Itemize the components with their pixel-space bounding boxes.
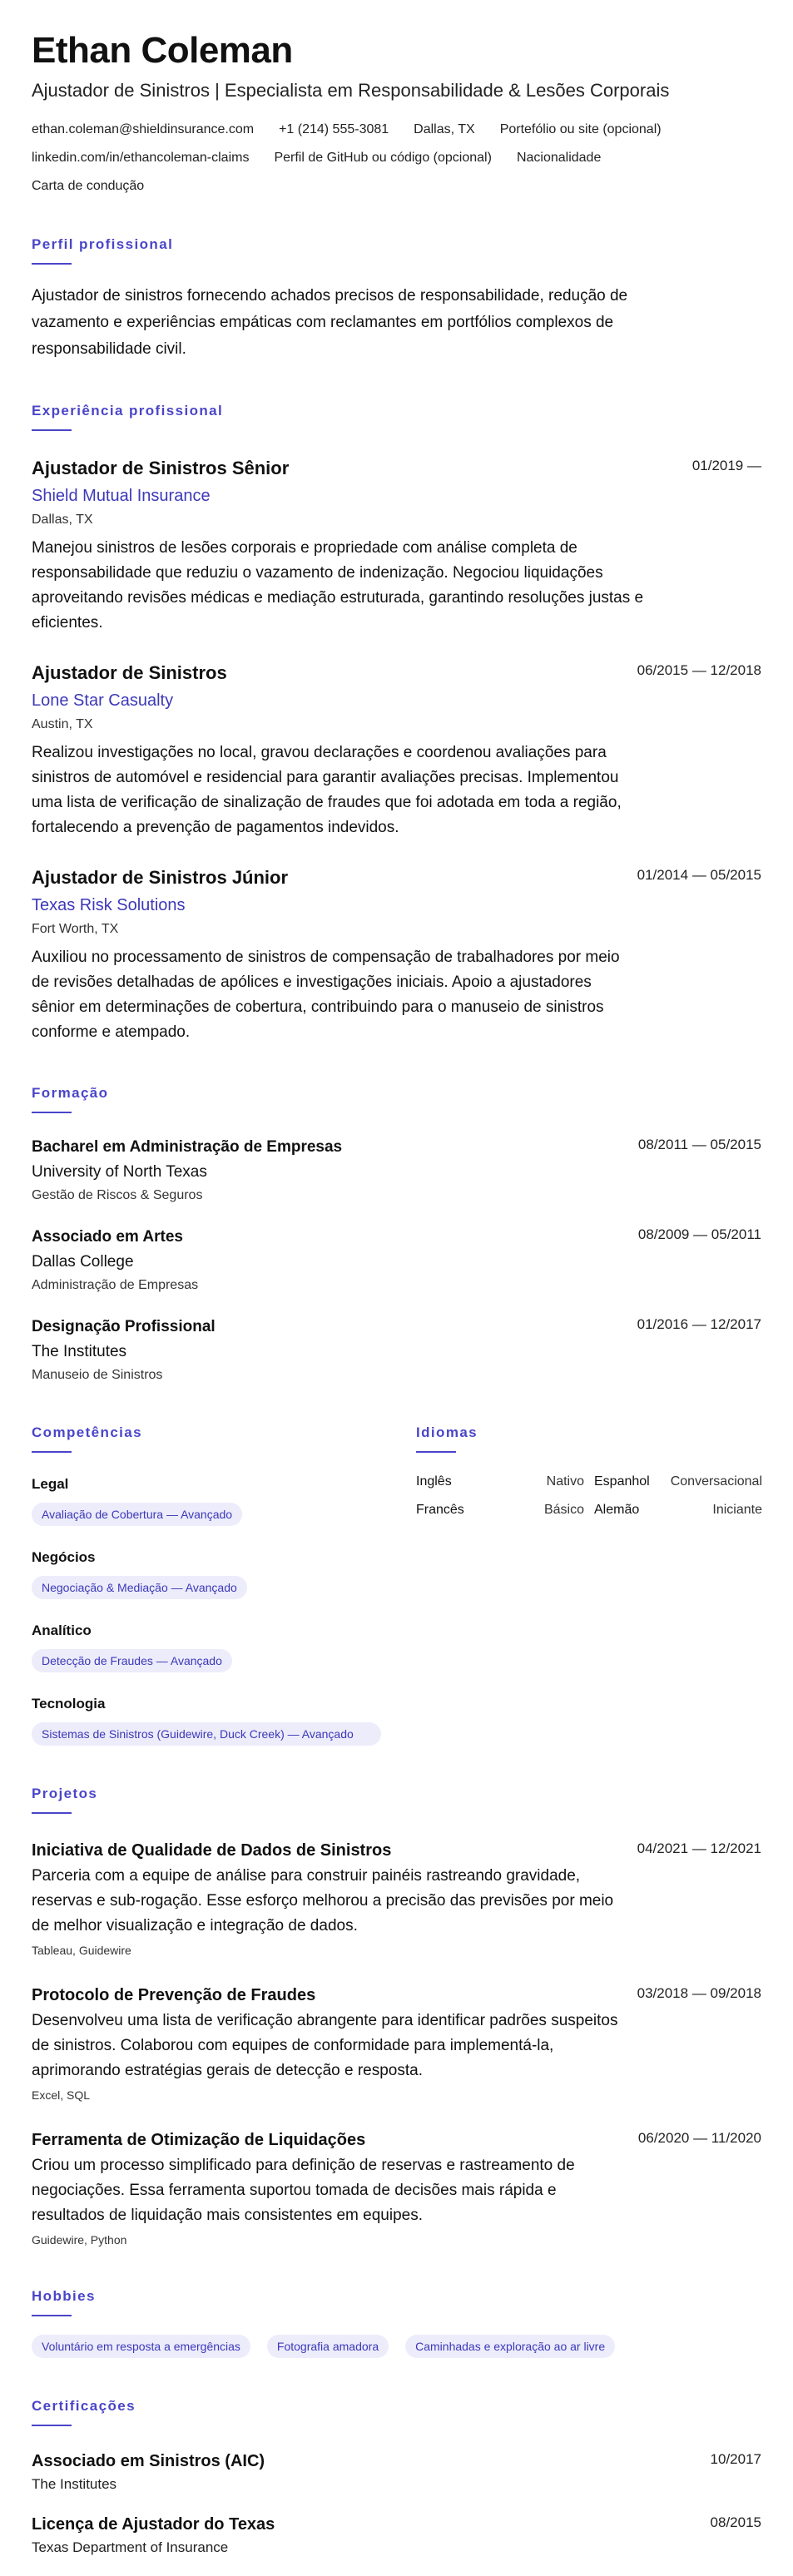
section-title-languages: Idiomas (416, 1424, 478, 1440)
education-section (32, 1085, 761, 1385)
project-tech: Guidewire, Python (32, 2233, 127, 2247)
language-level: Iniciante (712, 1503, 762, 1517)
contact-driving-license: Carta de condução (32, 179, 145, 193)
job-date: 01/2014 — 05/2015 (637, 867, 761, 883)
profile-section (32, 236, 761, 363)
language-name: Inglês (416, 1474, 452, 1489)
certification-issuer: Texas Department of Insurance (32, 2539, 229, 2555)
project-title: Iniciativa de Qualidade de Dados de Sinistros (32, 1841, 392, 1860)
language-item (416, 1503, 584, 1518)
skill-chip: Sistemas de Sinistros (Guidewire, Duck Creek) — Avançado (32, 1722, 381, 1746)
education-date: 01/2016 — 12/2017 (637, 1316, 761, 1332)
education-field: Gestão de Riscos & Seguros (32, 1188, 203, 1202)
language-name: Alemão (594, 1503, 640, 1517)
language-item (416, 1474, 584, 1489)
project-description: Parceria com a equipe de análise para construir painéis rastreando gravidade, reservas e sub-rogação. Esse esforço melhorou a precisão das previsões por meio de melhor visualização e integração de dados. (32, 1867, 614, 1934)
project-entry (32, 2128, 761, 2248)
contact-info (32, 120, 761, 196)
education-degree: Designação Profissional (32, 1318, 216, 1335)
section-title-skills: Competências (32, 1424, 143, 1440)
job-location: Fort Worth, TX (32, 922, 119, 936)
section-title-hobbies: Hobbies (32, 2288, 96, 2304)
job-title: Ajustador de Sinistros (32, 662, 227, 683)
language-name: Francês (416, 1503, 464, 1517)
hobbies-section (32, 2288, 761, 2358)
skills-languages-row (32, 1424, 761, 1746)
certification-name: Licença de Ajustador do Texas (32, 2515, 275, 2534)
section-divider (32, 1812, 72, 1814)
job-entry (32, 865, 761, 1045)
job-location: Austin, TX (32, 717, 93, 731)
languages-grid (416, 1474, 761, 1518)
language-level: Básico (543, 1503, 584, 1517)
section-divider (32, 1451, 72, 1453)
contact-github[interactable]: Perfil de GitHub ou código (opcional) (274, 151, 492, 165)
hobby-chip: Fotografia amadora (267, 2335, 389, 2358)
language-name: Espanhol (594, 1474, 650, 1489)
certification-entry (32, 2450, 761, 2494)
project-title: Protocolo de Prevenção de Fraudes (32, 1986, 316, 2004)
contact-linkedin[interactable]: linkedin.com/in/ethancoleman-claims (32, 151, 250, 165)
language-level: Conversacional (670, 1474, 762, 1489)
hobby-chip-list (32, 2335, 761, 2358)
skill-category: Tecnologia (32, 1696, 106, 1712)
skill-category: Analítico (32, 1622, 92, 1638)
section-divider (416, 1451, 456, 1453)
skills-section (32, 1424, 381, 1746)
job-date: 06/2015 — 12/2018 (637, 662, 761, 678)
certification-issuer: The Institutes (32, 2476, 117, 2492)
job-company: Shield Mutual Insurance (32, 487, 211, 505)
language-level: Nativo (546, 1474, 584, 1489)
section-divider (32, 2425, 72, 2426)
section-divider (32, 1112, 72, 1113)
education-school: Dallas College (32, 1253, 134, 1271)
education-degree: Bacharel em Administração de Empresas (32, 1138, 343, 1156)
section-divider (32, 429, 72, 431)
project-tech: Excel, SQL (32, 2088, 91, 2102)
contact-email[interactable]: ethan.coleman@shieldinsurance.com (32, 122, 255, 136)
resume-header (32, 30, 761, 196)
job-title: Ajustador de Sinistros Sênior (32, 458, 290, 478)
project-date: 04/2021 — 12/2021 (637, 1840, 761, 1856)
job-date: 01/2019 — (691, 458, 761, 473)
education-entry (32, 1226, 761, 1295)
language-item (594, 1503, 762, 1518)
project-description: Desenvolveu uma lista de verificação abrangente para identificar padrões suspeitos de sinistros. Colaborou com equipes de conformidade para implementá-la, aprimorando estratégias gerais de detecção e resposta. (32, 2012, 618, 2079)
education-school: University of North Texas (32, 1163, 207, 1181)
section-divider (32, 263, 72, 265)
languages-section (416, 1424, 761, 1746)
education-field: Administração de Empresas (32, 1278, 199, 1292)
profile-summary: Ajustador de sinistros fornecendo achados precisos de responsabilidade, redução de vazamento e experiências empáticas com reclamantes em portfólios complexos de responsabilidade civil. (32, 287, 628, 358)
education-degree: Associado em Artes (32, 1228, 183, 1246)
job-description: Manejou sinistros de lesões corporais e propriedade com análise completa de responsabilidade que reduziu o vazamento de indenização. Negociou liquidações aproveitando revisões médicas e mediação estruturada, garantindo resoluções justas e eficientes. (32, 539, 644, 632)
job-company: Lone Star Casualty (32, 691, 174, 710)
project-tech: Tableau, Guidewire (32, 1944, 131, 1957)
education-date: 08/2009 — 05/2011 (637, 1226, 761, 1242)
contact-phone[interactable]: +1 (214) 555-3081 (279, 122, 389, 136)
project-entry (32, 1984, 761, 2103)
section-divider (32, 2315, 72, 2316)
certification-name: Associado em Sinistros (AIC) (32, 2452, 265, 2470)
skill-chip: Avaliação de Cobertura — Avançado (32, 1503, 242, 1526)
experience-section (32, 403, 761, 1045)
hobby-chip: Voluntário em resposta a emergências (32, 2335, 250, 2358)
education-entry (32, 1137, 761, 1205)
language-item (594, 1474, 762, 1489)
skill-chip: Negociação & Mediação — Avançado (32, 1576, 247, 1599)
job-company: Texas Risk Solutions (32, 896, 186, 914)
job-title: Ajustador de Sinistros Júnior (32, 867, 289, 888)
certification-entry (32, 2513, 761, 2558)
job-description: Realizou investigações no local, gravou declarações e coordenou avaliações para sinistros de automóvel e residencial para garantir avaliações precisas. Implementou uma lista de verificação de sinalização de fraudes que foi adotada em toda a região, fortalecendo a prevenção de pagamentos indevidos. (32, 744, 622, 836)
section-title-certifications: Certificações (32, 2398, 136, 2414)
project-entry (32, 1839, 761, 1959)
certification-date: 08/2015 (710, 2514, 761, 2530)
project-description: Criou um processo simplificado para definição de reservas e rastreamento de negociações. Essa ferramenta suportou tomada de decisões mais rápida e resultados de liquidação mais consistentes em equipes. (32, 2157, 575, 2224)
section-title-experience: Experiência profissional (32, 403, 224, 419)
job-entry (32, 456, 761, 636)
contact-nationality: Nacionalidade (516, 151, 602, 165)
certifications-section (32, 2398, 761, 2558)
section-title-profile: Perfil profissional (32, 236, 174, 252)
job-description: Auxiliou no processamento de sinistros de compensação de trabalhadores por meio de revisões detalhadas de apólices e investigações iniciais. Apoio a ajustadores sênior em determinações de cobertura, contribuindo para o manuseio de sinistros conforme e atempado. (32, 949, 620, 1041)
projects-section (32, 1786, 761, 2248)
skill-category: Negócios (32, 1549, 96, 1565)
education-date: 08/2011 — 05/2015 (637, 1137, 761, 1152)
hobby-chip: Caminhadas e exploração ao ar livre (405, 2335, 615, 2358)
candidate-tagline: Ajustador de Sinistros | Especialista em Responsabilidade & Lesões Corporais (32, 80, 670, 101)
education-entry (32, 1316, 761, 1385)
contact-location: Dallas, TX (414, 122, 475, 136)
skill-category: Legal (32, 1476, 69, 1492)
skill-chip: Detecção de Fraudes — Avançado (32, 1649, 232, 1672)
project-title: Ferramenta de Otimização de Liquidações (32, 2131, 366, 2149)
section-title-education: Formação (32, 1085, 109, 1101)
candidate-name: Ethan Coleman (32, 30, 293, 71)
certification-date: 10/2017 (710, 2451, 761, 2467)
education-school: The Institutes (32, 1343, 127, 1360)
project-date: 06/2020 — 11/2020 (637, 2130, 761, 2146)
job-location: Dallas, TX (32, 513, 93, 527)
education-field: Manuseio de Sinistros (32, 1368, 163, 1382)
contact-portfolio[interactable]: Portefólio ou site (opcional) (499, 122, 662, 136)
section-title-projects: Projetos (32, 1786, 98, 1801)
job-entry (32, 661, 761, 840)
project-date: 03/2018 — 09/2018 (637, 1985, 761, 2001)
